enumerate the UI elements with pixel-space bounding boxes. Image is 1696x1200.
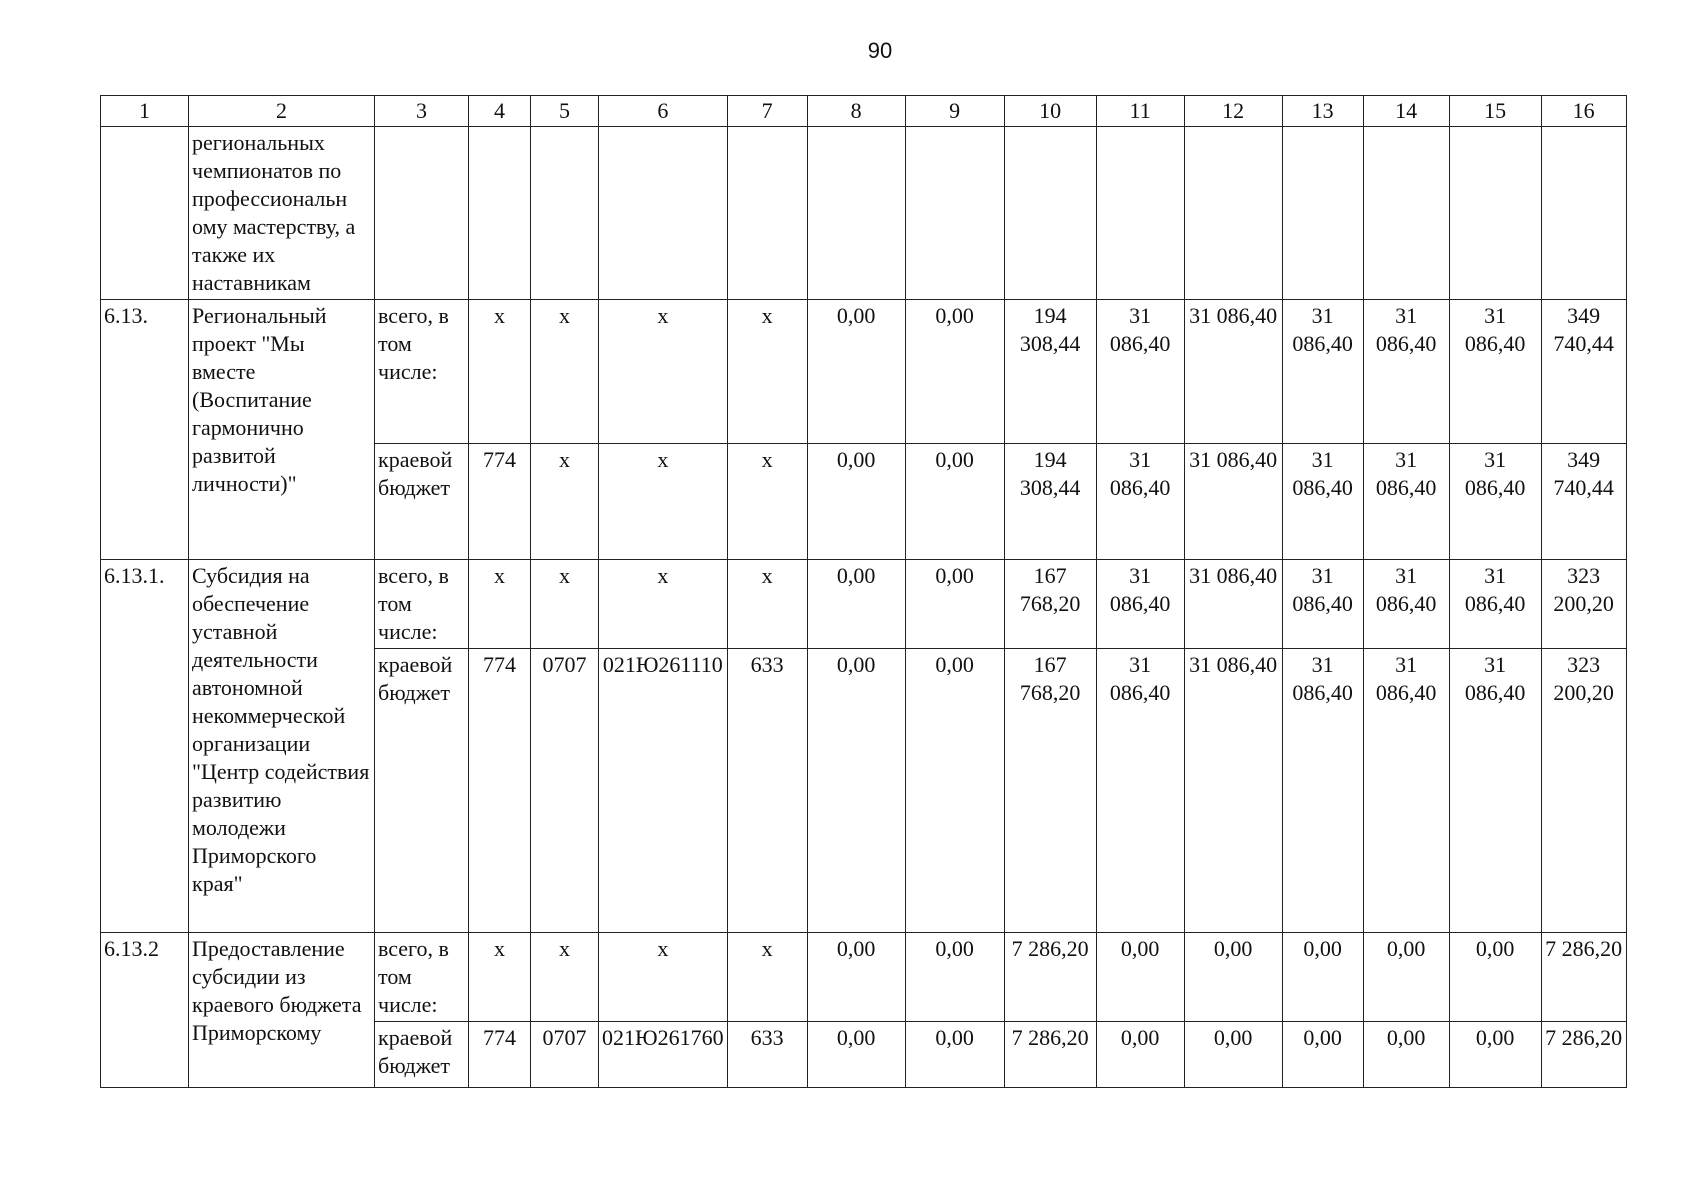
table-cell: 633 (727, 649, 807, 933)
column-header: 9 (905, 96, 1004, 127)
funding-source-cell: всего, в том числе: (375, 560, 469, 649)
row-id-cell (101, 127, 189, 300)
table-cell: 0,00 (905, 1022, 1004, 1088)
table-cell: 31 086,40 (1184, 560, 1282, 649)
column-header: 6 (599, 96, 728, 127)
column-header: 10 (1004, 96, 1096, 127)
table-cell: 349 740,44 (1541, 444, 1626, 560)
table-cell: 0,00 (905, 300, 1004, 444)
table-cell: 0,00 (1449, 933, 1541, 1022)
table-cell: 31 086,40 (1282, 649, 1363, 933)
table-cell: 021Ю261110 (599, 649, 728, 933)
table-cell: х (469, 933, 531, 1022)
table-cell: 0,00 (905, 933, 1004, 1022)
row-name-cell: Предоставление субсидии из краевого бюджета Приморскому (189, 933, 375, 1088)
table-row (101, 933, 1627, 1022)
table-cell: 0,00 (1184, 1022, 1282, 1088)
column-header: 12 (1184, 96, 1282, 127)
table-cell: 31 086,40 (1449, 649, 1541, 933)
column-header: 16 (1541, 96, 1626, 127)
table-cell: 7 286,20 (1541, 1022, 1626, 1088)
table-cell: 0,00 (1282, 1022, 1363, 1088)
table-row (101, 560, 1627, 649)
table-cell: 7 286,20 (1541, 933, 1626, 1022)
row-id-cell: 6.13.2 (101, 933, 189, 1088)
table-cell: 194 308,44 (1004, 300, 1096, 444)
table-row (101, 127, 1627, 300)
table-cell: 0,00 (1363, 933, 1449, 1022)
column-header: 15 (1449, 96, 1541, 127)
column-header: 7 (727, 96, 807, 127)
column-header: 13 (1282, 96, 1363, 127)
table-cell: 31 086,40 (1363, 444, 1449, 560)
page-number: 90 (867, 38, 893, 63)
table-cell: х (469, 300, 531, 444)
table-cell: 0,00 (1096, 933, 1184, 1022)
row-name-cell: Субсидия на обеспечение уставной деятельности автономной некоммерческой организации "Центр содействия развитию молодежи Приморского края" (189, 560, 375, 933)
table-cell: 0,00 (1363, 1022, 1449, 1088)
column-header: 14 (1363, 96, 1449, 127)
table-cell: 0,00 (905, 444, 1004, 560)
table-cell: 0,00 (1449, 1022, 1541, 1088)
table-row (101, 300, 1627, 444)
table-cell: 31 086,40 (1363, 649, 1449, 933)
table-cell: 31 086,40 (1184, 300, 1282, 444)
table-cell: 167 768,20 (1004, 649, 1096, 933)
table-cell: х (531, 560, 599, 649)
table-cell: х (531, 933, 599, 1022)
table-cell: 7 286,20 (1004, 1022, 1096, 1088)
funding-source-cell: краевой бюджет (375, 444, 469, 560)
table-cell: 0,00 (905, 649, 1004, 933)
table-cell: 31 086,40 (1282, 444, 1363, 560)
column-header: 2 (189, 96, 375, 127)
table-cell: х (469, 560, 531, 649)
row-name-cell: Региональный проект "Мы вместе (Воспитание гармонично развитой личности)" (189, 300, 375, 560)
table-cell: 0,00 (807, 444, 905, 560)
table-cell: 31 086,40 (1096, 300, 1184, 444)
table-cell: 774 (469, 649, 531, 933)
table-cell: 0,00 (905, 560, 1004, 649)
table-cell: х (531, 444, 599, 560)
table-cell: х (727, 300, 807, 444)
table-cell: 31 086,40 (1363, 560, 1449, 649)
funding-source-cell: краевой бюджет (375, 1022, 469, 1088)
table-cell: 31 086,40 (1449, 560, 1541, 649)
column-header: 3 (375, 96, 469, 127)
table-cell: 0,00 (807, 300, 905, 444)
table-cell: 349 740,44 (1541, 300, 1626, 444)
table-cell: 0,00 (807, 1022, 905, 1088)
table-cell: 31 086,40 (1363, 300, 1449, 444)
table-cell: 0707 (531, 1022, 599, 1088)
table-cell: 31 086,40 (1184, 444, 1282, 560)
table-cell: 0,00 (1184, 933, 1282, 1022)
column-header: 8 (807, 96, 905, 127)
row-id-cell: 6.13. (101, 300, 189, 560)
table-cell: 323 200,20 (1541, 649, 1626, 933)
budget-table (100, 95, 1627, 1088)
table-cell: 0,00 (807, 649, 905, 933)
table-cell: х (599, 560, 728, 649)
column-header: 4 (469, 96, 531, 127)
table-cell: х (727, 560, 807, 649)
table-cell: 0,00 (1096, 1022, 1184, 1088)
column-header: 5 (531, 96, 599, 127)
table-cell: 0707 (531, 649, 599, 933)
table-cell: 0,00 (807, 933, 905, 1022)
table-cell: 167 768,20 (1004, 560, 1096, 649)
table-cell: 31 086,40 (1282, 300, 1363, 444)
table-cell: 194 308,44 (1004, 444, 1096, 560)
table-cell: х (727, 444, 807, 560)
table-cell: х (599, 300, 728, 444)
table-cell: 633 (727, 1022, 807, 1088)
table-cell: 31 086,40 (1096, 649, 1184, 933)
table-cell: 0,00 (807, 560, 905, 649)
table-cell: 0,00 (1282, 933, 1363, 1022)
funding-source-cell: всего, в том числе: (375, 933, 469, 1022)
table-cell: 021Ю261760 (599, 1022, 728, 1088)
column-header: 1 (101, 96, 189, 127)
table-cell: 774 (469, 1022, 531, 1088)
table-cell: 31 086,40 (1096, 444, 1184, 560)
table-cell: 31 086,40 (1449, 444, 1541, 560)
funding-source-cell: краевой бюджет (375, 649, 469, 933)
column-header: 11 (1096, 96, 1184, 127)
table-cell: х (599, 444, 728, 560)
table-cell: х (599, 933, 728, 1022)
table-cell: 31 086,40 (1096, 560, 1184, 649)
table-cell: х (531, 300, 599, 444)
funding-source-cell: всего, в том числе: (375, 300, 469, 444)
header-row (101, 96, 1627, 127)
table-cell: х (727, 933, 807, 1022)
table-cell: 31 086,40 (1184, 649, 1282, 933)
table-cell: 7 286,20 (1004, 933, 1096, 1022)
table-cell: 31 086,40 (1282, 560, 1363, 649)
continuation-text-cell: региональных чемпионатов по профессиональн ому мастерству, а также их наставникам (189, 127, 375, 300)
table-cell: 774 (469, 444, 531, 560)
table-cell: 323 200,20 (1541, 560, 1626, 649)
table-cell: 31 086,40 (1449, 300, 1541, 444)
row-id-cell: 6.13.1. (101, 560, 189, 933)
